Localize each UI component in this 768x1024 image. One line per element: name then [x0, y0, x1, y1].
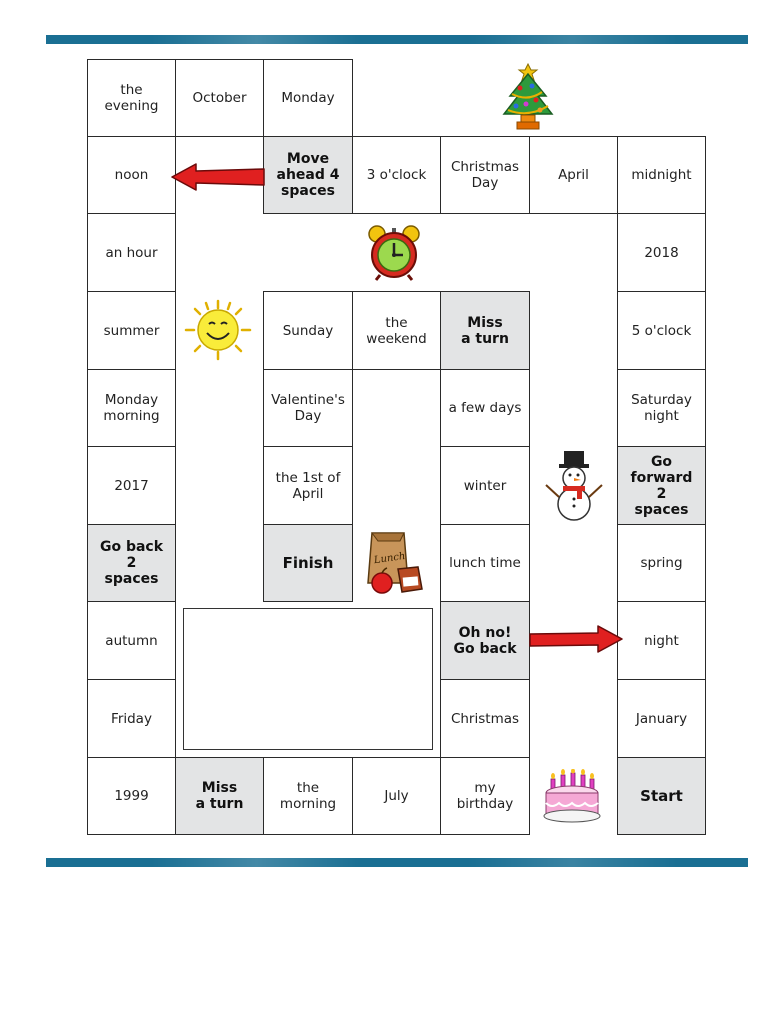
board-cell: Sunday	[263, 291, 353, 370]
board-cell: April	[529, 136, 618, 214]
board-cell: night	[617, 601, 706, 680]
board-cell: autumn	[87, 601, 176, 680]
board-cell: Christmas	[440, 679, 530, 758]
christmas-tree-icon	[496, 58, 560, 132]
board-cell: Saturday night	[617, 369, 706, 447]
board-cell: lunch time	[440, 524, 530, 602]
board-cell: 5 o'clock	[617, 291, 706, 370]
board-cell: October	[175, 59, 264, 137]
board-cell: an hour	[87, 213, 176, 292]
sun-icon	[180, 299, 256, 361]
bottom-stripe	[46, 858, 748, 867]
board-cell: midnight	[617, 136, 706, 214]
board-cell: noon	[87, 136, 176, 214]
board-cell: Christmas Day	[440, 136, 530, 214]
finish-cell: Finish	[263, 524, 353, 602]
start-cell: Start	[617, 757, 706, 835]
board-cell: the weekend	[352, 291, 441, 370]
special-cell-move-ahead: Move ahead 4 spaces	[263, 136, 353, 214]
special-cell-miss-turn: Miss a turn	[440, 291, 530, 370]
board-cell: July	[352, 757, 441, 835]
snowman-icon	[541, 449, 607, 523]
special-cell-go-forward: Go forward 2 spaces	[617, 446, 706, 525]
board-cell: Monday	[263, 59, 353, 137]
board-cell: winter	[440, 446, 530, 525]
board-cell: 2017	[87, 446, 176, 525]
board-cell: my birthday	[440, 757, 530, 835]
lunch-bag-label: Lunch	[373, 550, 407, 567]
board-cell: Friday	[87, 679, 176, 758]
board-cell: the evening	[87, 59, 176, 137]
board-cell: Monday morning	[87, 369, 176, 447]
arrow-right-icon	[528, 624, 624, 654]
board-cell: spring	[617, 524, 706, 602]
board-cell: 1999	[87, 757, 176, 835]
alarm-clock-icon	[366, 224, 422, 282]
board-cell: a few days	[440, 369, 530, 447]
board-cell: January	[617, 679, 706, 758]
lunch-bag-icon	[364, 529, 426, 597]
board-cell: Valentine's Day	[263, 369, 353, 447]
board-cell: the 1st of April	[263, 446, 353, 525]
special-cell-go-back: Go back 2 spaces	[87, 524, 176, 602]
birthday-cake-icon	[541, 769, 603, 825]
board-cell: 2018	[617, 213, 706, 292]
arrow-left-icon	[170, 162, 266, 192]
blank-box	[183, 608, 433, 750]
board-cell: 3 o'clock	[352, 136, 441, 214]
board-cell: the morning	[263, 757, 353, 835]
board-cell: summer	[87, 291, 176, 370]
top-stripe	[46, 35, 748, 44]
special-cell-miss-turn: Miss a turn	[175, 757, 264, 835]
special-cell-go-back: Oh no! Go back	[440, 601, 530, 680]
